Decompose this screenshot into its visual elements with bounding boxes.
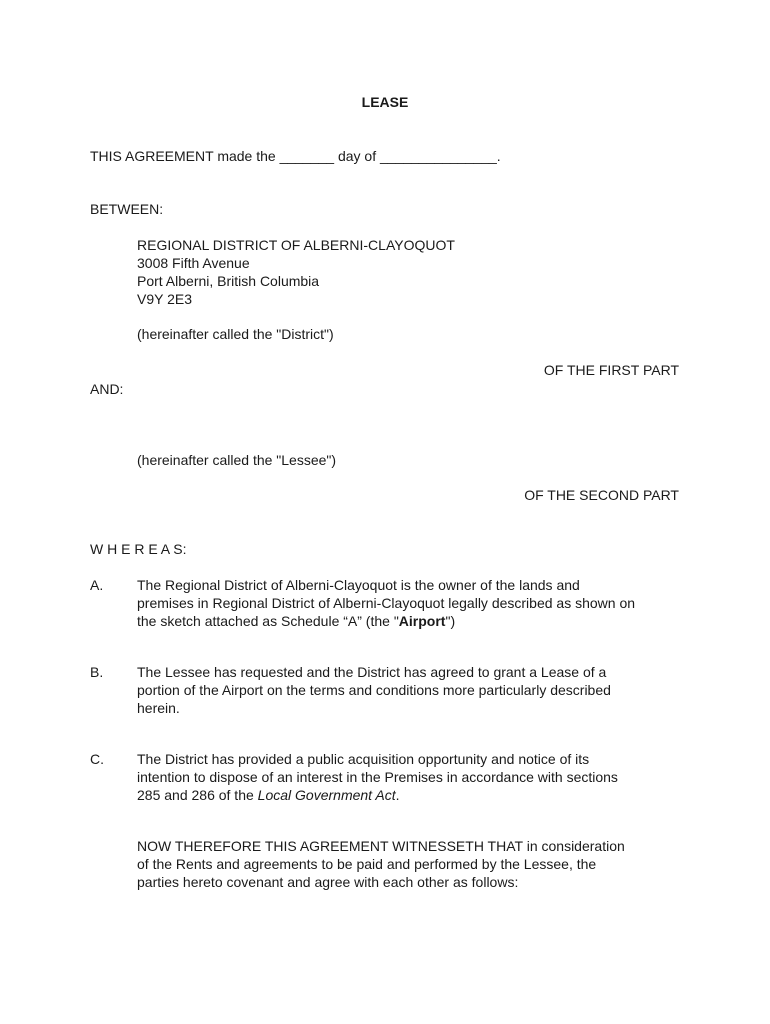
- agreement-date-line: THIS AGREEMENT made the _______ day of _______________.: [90, 148, 501, 164]
- district-address-block: [137, 236, 455, 308]
- recital-b-line-1: The Lessee has requested and the District has agreed to grant a Lease of a: [137, 664, 607, 680]
- recital-a-line-1: The Regional District of Alberni-Clayoquot is the owner of the lands and: [137, 577, 580, 593]
- whereas-label: W H E R E A S:: [90, 541, 187, 557]
- recital-c-line-3: [137, 786, 697, 804]
- recital-c-line-2: intention to dispose of an interest in the Premises in accordance with sections: [137, 769, 618, 785]
- witnesseth-paragraph: [137, 837, 697, 891]
- recital-a-text: [137, 576, 697, 630]
- recital-b-letter: B.: [90, 664, 104, 680]
- and-label: AND:: [90, 381, 124, 397]
- recital-b-text: [137, 663, 697, 717]
- airport-defined-term: Airport: [398, 613, 446, 629]
- recital-a-letter: A.: [90, 577, 104, 593]
- district-city: Port Alberni, British Columbia: [137, 273, 320, 289]
- recital-c-line-3-pre: 285 and 286 of the: [137, 787, 258, 803]
- witnesseth-line-3: parties hereto covenant and agree with each other as follows:: [137, 874, 519, 890]
- district-postal: V9Y 2E3: [137, 291, 193, 307]
- recital-c-line-1: The District has provided a public acquisition opportunity and notice of its: [137, 751, 590, 767]
- recital-a-line-3: [137, 612, 697, 630]
- recital-c-text: [137, 750, 697, 804]
- recital-c-letter: C.: [90, 751, 104, 767]
- second-part-label: OF THE SECOND PART: [524, 487, 679, 503]
- lessee-called: (hereinafter called the "Lessee"): [137, 452, 337, 468]
- recital-a-line-3-pre: the sketch attached as Schedule “A” (the ": [137, 613, 399, 629]
- district-street: 3008 Fifth Avenue: [137, 255, 250, 271]
- recital-a-line-2: premises in Regional District of Alberni-Clayoquot legally described as shown on: [137, 595, 636, 611]
- district-called: (hereinafter called the "District"): [137, 326, 334, 342]
- recital-b-line-2: portion of the Airport on the terms and conditions more particularly described: [137, 682, 611, 698]
- witnesseth-line-2: of the Rents and agreements to be paid and performed by the Lessee, the: [137, 856, 597, 872]
- local-government-act-title: Local Government Act: [257, 787, 396, 803]
- recital-b-line-3: herein.: [137, 700, 180, 716]
- recital-c-line-3-post: .: [395, 787, 400, 803]
- between-label: BETWEEN:: [90, 201, 164, 217]
- district-name: REGIONAL DISTRICT OF ALBERNI-CLAYOQUOT: [137, 237, 455, 253]
- recital-a-line-3-post: "): [445, 613, 456, 629]
- document-title: LEASE: [361, 94, 409, 110]
- witnesseth-line-1: NOW THEREFORE THIS AGREEMENT WITNESSETH THAT in consideration: [137, 838, 625, 854]
- first-part-label: OF THE FIRST PART: [543, 362, 679, 378]
